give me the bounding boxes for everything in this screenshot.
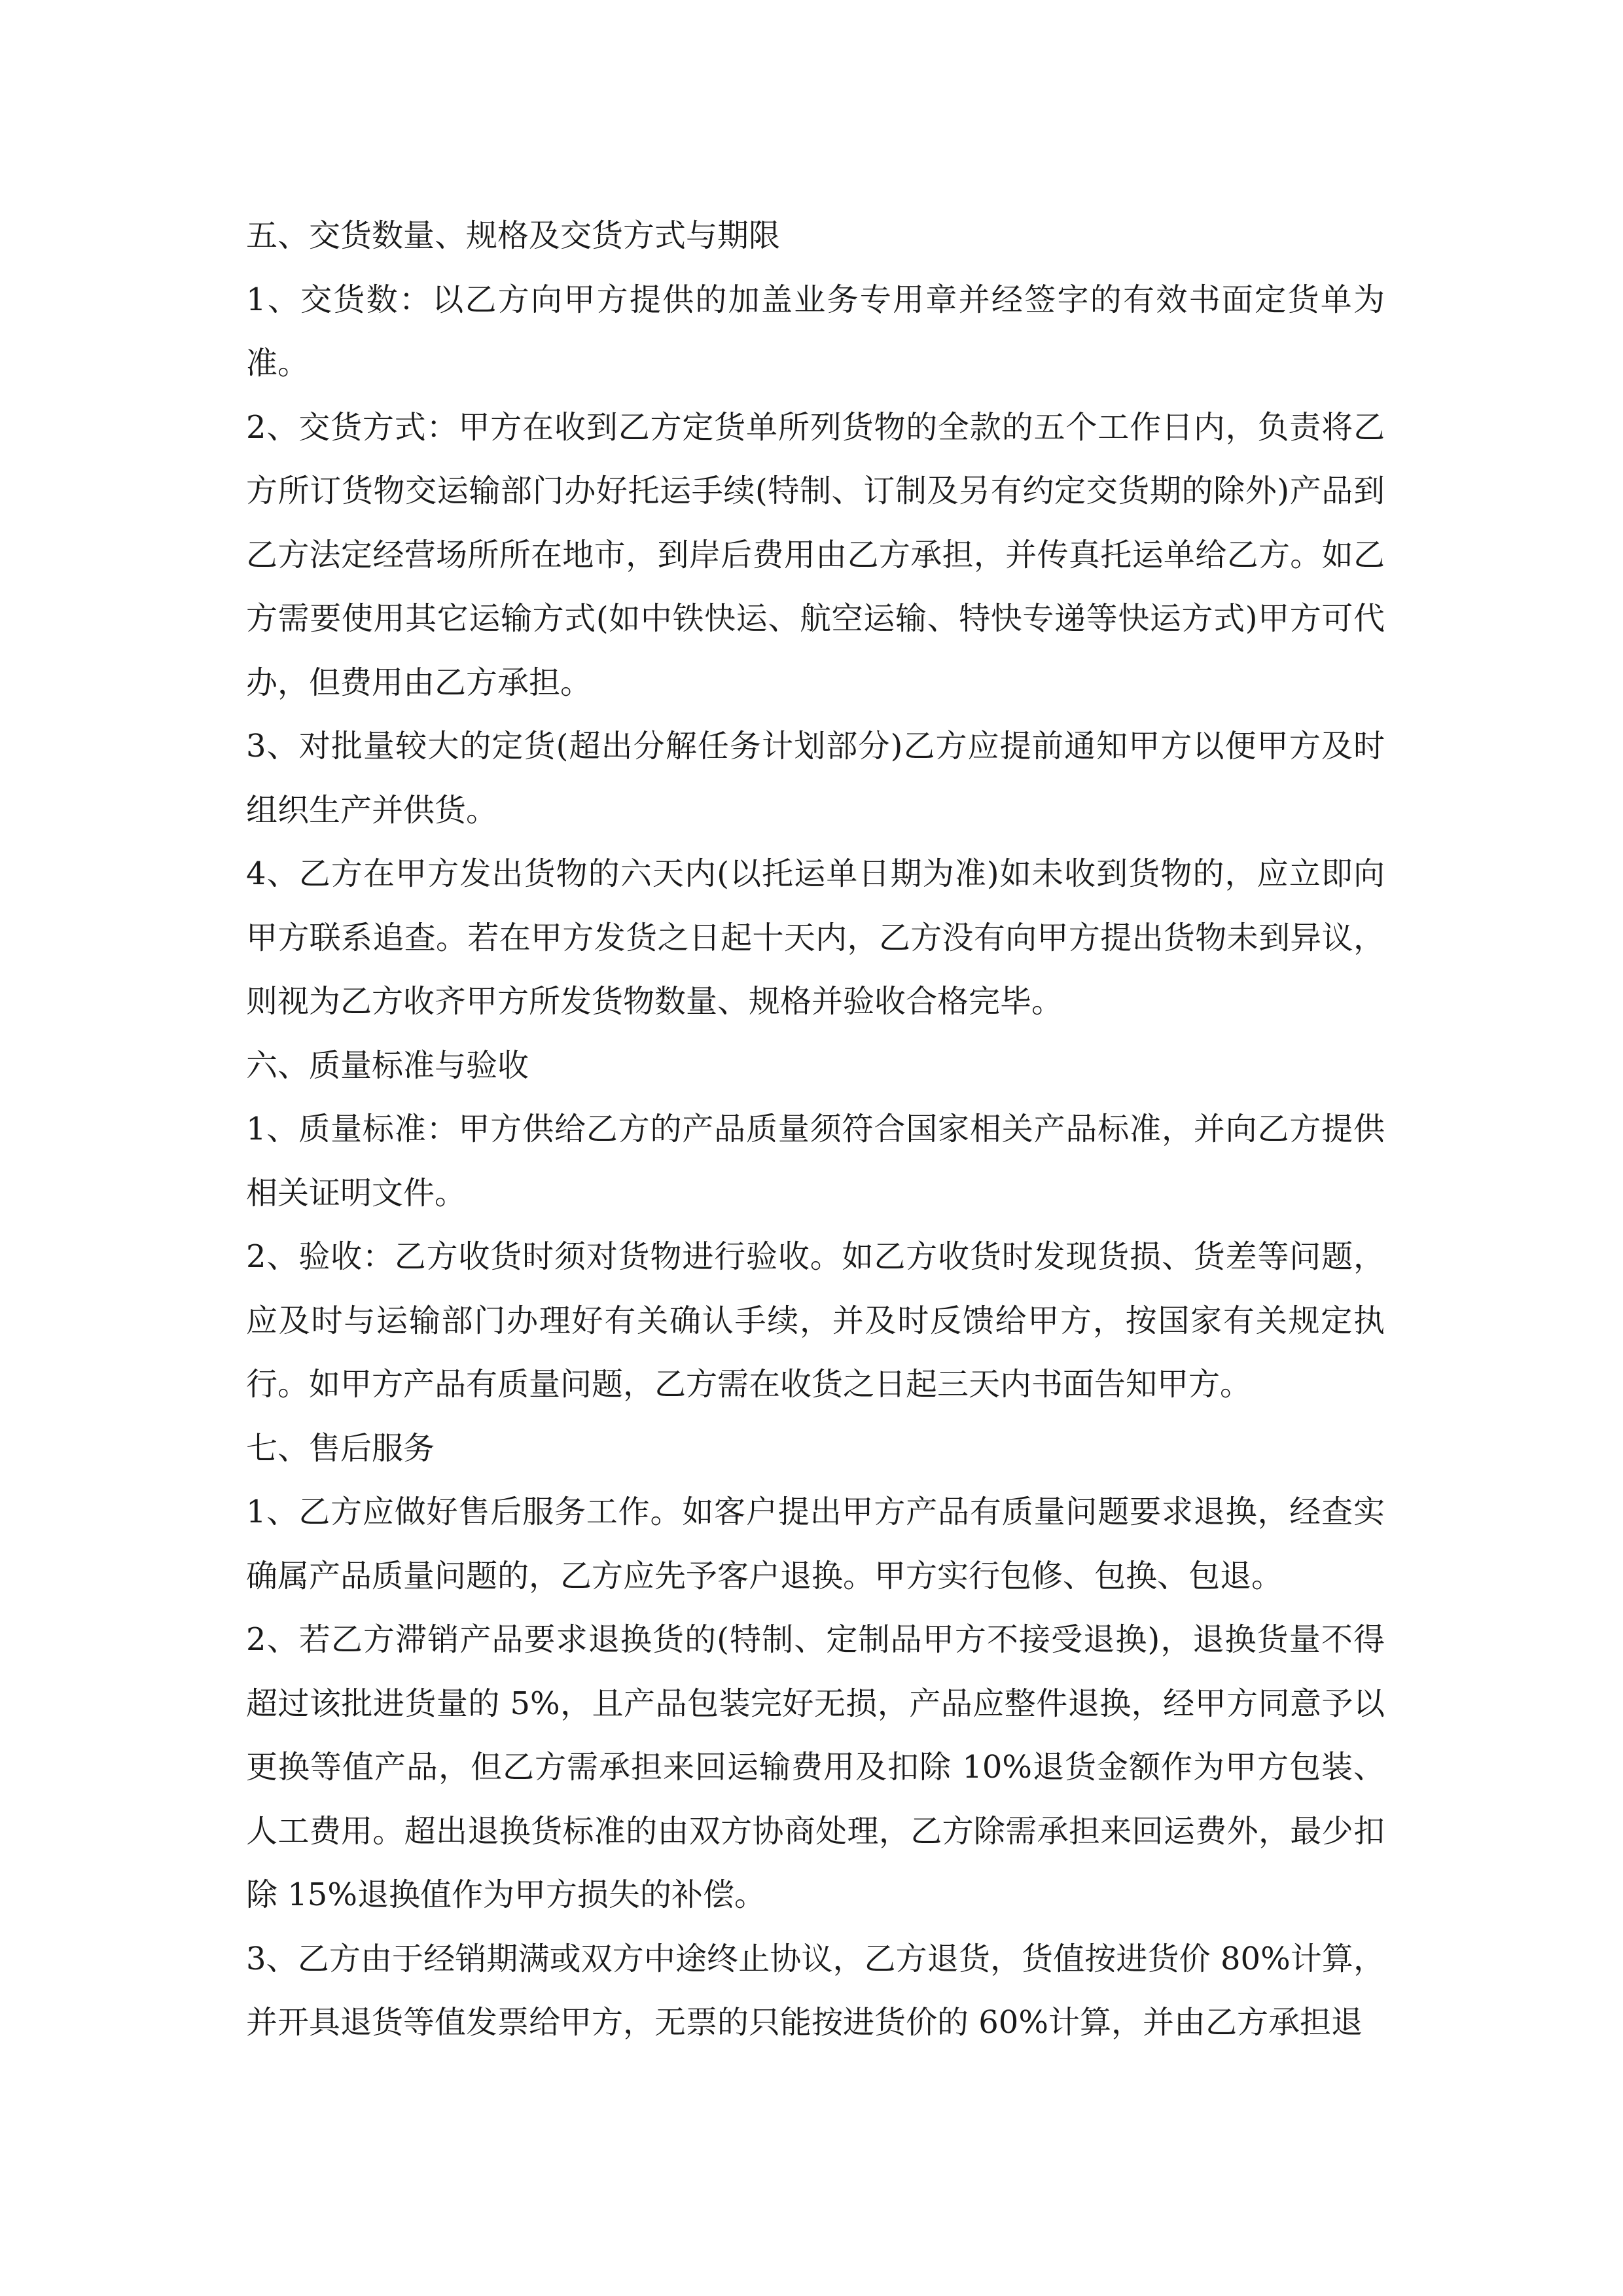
paragraph-acceptance: 2、验收：乙方收货时须对货物进行验收。如乙方收货时发现货损、货差等问题，应及时与运输部门办理好有关确认手续，并及时反馈给甲方，按国家有关规定执行。如甲方产品有质量问题，乙方需在收货之日起三天内书面告知甲方。 xyxy=(246,1238,1385,1403)
document-body xyxy=(246,204,1385,2055)
paragraph-bulk-orders: 3、对批量较大的定货(超出分解任务计划部分)乙方应提前通知甲方以便甲方及时组织生产并供货。 xyxy=(246,728,1385,829)
paragraph-delivery-method: 2、交货方式：甲方在收到乙方定货单所列货物的全款的五个工作日内，负责将乙方所订货物交运输部门办好托运手续(特制、订制及另有约定交货期的除外)产品到乙方法定经营场所所在地市，到岸后费用由乙方承担，并传真托运单给乙方。如乙方需要使用其它运输方式(如中铁快运、航空运输、特快专递等快运方式)甲方可代办，但费用由乙方承担。 xyxy=(246,408,1385,701)
paragraph-goods-tracking: 4、乙方在甲方发出货物的六天内(以托运单日期为准)如未收到货物的，应立即向甲方联系追查。若在甲方发货之日起十天内，乙方没有向甲方提出货物未到异议，则视为乙方收齐甲方所发货物数量、规格并验收合格完毕。 xyxy=(246,855,1385,1020)
paragraph-after-sales-service: 1、乙方应做好售后服务工作。如客户提出甲方产品有质量问题要求退换，经查实确属产品质量问题的，乙方应先予客户退换。甲方实行包修、包换、包退。 xyxy=(246,1494,1385,1594)
paragraph-returns-exchange: 2、若乙方滞销产品要求退换货的(特制、定制品甲方不接受退换)，退换货量不得超过该批进货量的 5%，且产品包装完好无损，产品应整件退换，经甲方同意予以更换等值产品，但乙方需承担来回运输费用及扣除 10%退货金额作为甲方包装、人工费用。超出退换货标准的由双方协商处理，乙方除需承担来回运费外，最少扣除 15%退换值作为甲方损失的补偿。 xyxy=(246,1621,1385,1913)
paragraph-delivery-quantity: 1、交货数：以乙方向甲方提供的加盖业务专用章并经签字的有效书面定货单为准。 xyxy=(246,281,1385,382)
section-heading-quality: 六、质量标准与验收 xyxy=(246,1047,529,1084)
section-heading-after-sales: 七、售后服务 xyxy=(246,1429,435,1467)
paragraph-termination-returns: 3、乙方由于经销期满或双方中途终止协议，乙方退货，货值按进货价 80%计算，并开具退货等值发票给甲方，无票的只能按进货价的 60%计算，并由乙方承担退 xyxy=(246,1940,1385,2041)
section-heading-delivery: 五、交货数量、规格及交货方式与期限 xyxy=(246,217,781,254)
paragraph-quality-standard: 1、质量标准：甲方供给乙方的产品质量须符合国家相关产品标准，并向乙方提供相关证明文件。 xyxy=(246,1111,1385,1211)
